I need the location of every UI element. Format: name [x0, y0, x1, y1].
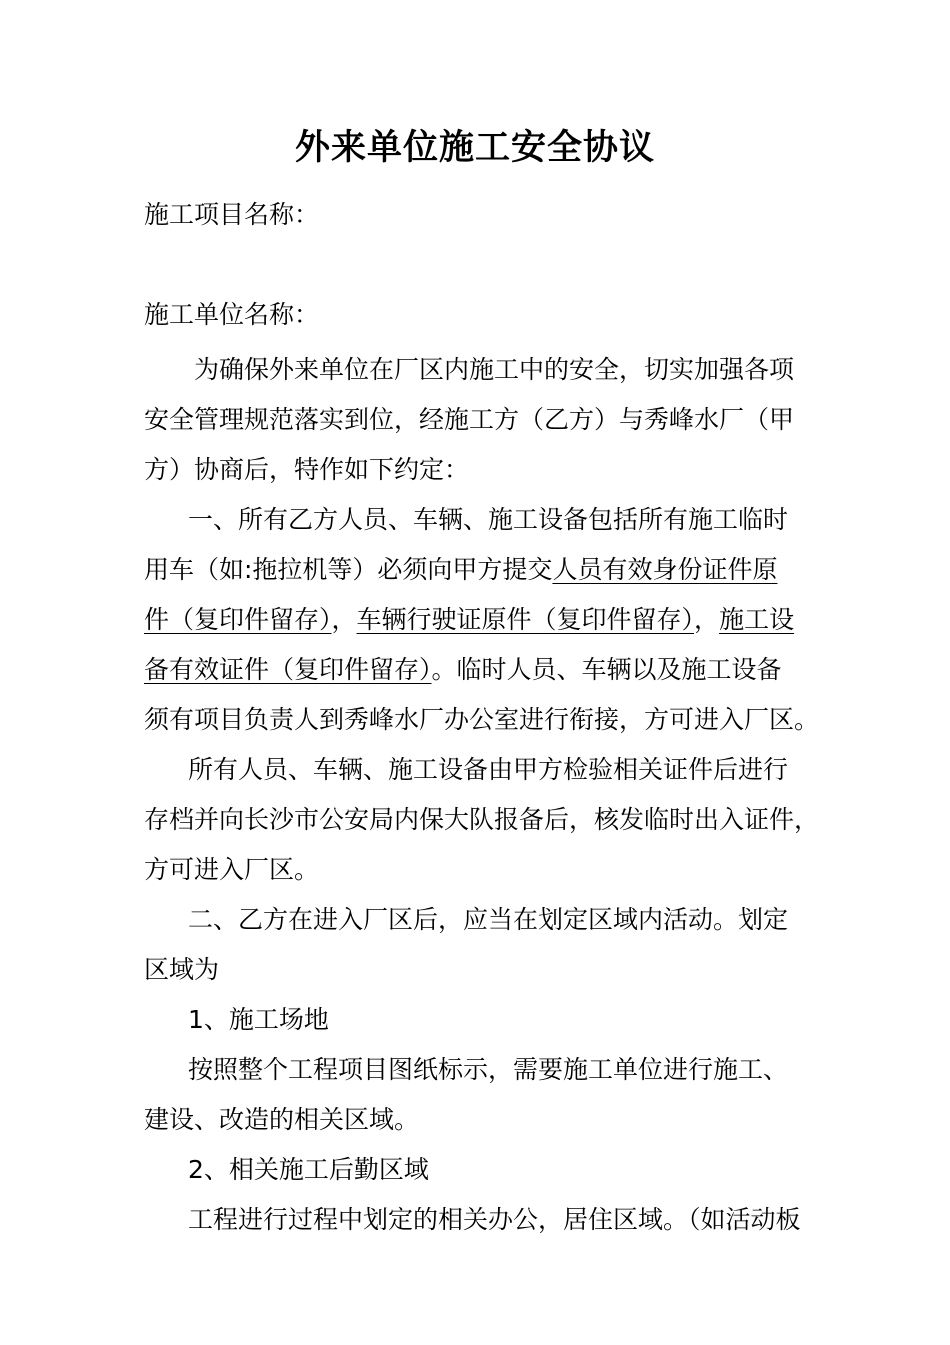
paragraph-line: 一、所有乙方人员、车辆、施工设备包括所有施工临时 — [188, 505, 789, 534]
underlined-requirement: 件（复印件留存） — [144, 605, 332, 634]
paragraph-line: 存档并向长沙市公安局内保大队报备后，核发临时出入证件， — [144, 805, 820, 834]
list-heading: 2、相关施工后勤区域 — [188, 1155, 429, 1184]
paragraph-line: 方）协商后，特作如下约定： — [144, 455, 470, 484]
text-segment: 。临时人员、车辆以及施工设备 — [431, 655, 782, 684]
paragraph-line — [144, 645, 816, 695]
paragraph-line — [144, 545, 816, 595]
paragraph-line: 安全管理规范落实到位，经施工方（乙方）与秀峰水厂（甲 — [144, 405, 795, 434]
paragraph-line: 方可进入厂区。 — [144, 855, 320, 884]
underlined-requirement: 备有效证件（复印件留存） — [144, 655, 432, 684]
underlined-requirement: 车辆行驶证原件（复印件留存） — [356, 605, 695, 634]
text-segment: ， — [694, 605, 720, 634]
document-title: 外来单位施工安全协议 — [294, 128, 655, 168]
unit-name-label: 施工单位名称： — [144, 300, 320, 329]
text-segment: ， — [331, 605, 357, 634]
text-segment: 用车（如:拖拉机等）必须向甲方提交 — [144, 555, 553, 584]
paragraph-line: 建设、改造的相关区域。 — [144, 1105, 420, 1134]
underlined-requirement: 施工设 — [719, 605, 795, 634]
paragraph-line: 按照整个工程项目图纸标示，需要施工单位进行施工、 — [188, 1055, 789, 1084]
project-name-label: 施工项目名称： — [144, 200, 320, 229]
paragraph-line: 二、乙方在进入厂区后，应当在划定区域内活动。划定 — [188, 905, 789, 934]
paragraph-line: 须有项目负责人到秀峰水厂办公室进行衔接，方可进入厂区。 — [144, 705, 820, 734]
paragraph-line: 所有人员、车辆、施工设备由甲方检验相关证件后进行 — [188, 755, 789, 784]
paragraph-line — [144, 595, 816, 645]
paragraph-line: 工程进行过程中划定的相关办公，居住区域。（如活动板 — [188, 1205, 801, 1234]
list-heading: 1、施工场地 — [188, 1005, 329, 1034]
agreement-body — [144, 345, 820, 1245]
underlined-requirement: 人员有效身份证件原 — [552, 555, 778, 584]
paragraph-line: 区域为 — [144, 955, 220, 984]
paragraph-line: 为确保外来单位在厂区内施工中的安全，切实加强各项 — [194, 355, 795, 384]
